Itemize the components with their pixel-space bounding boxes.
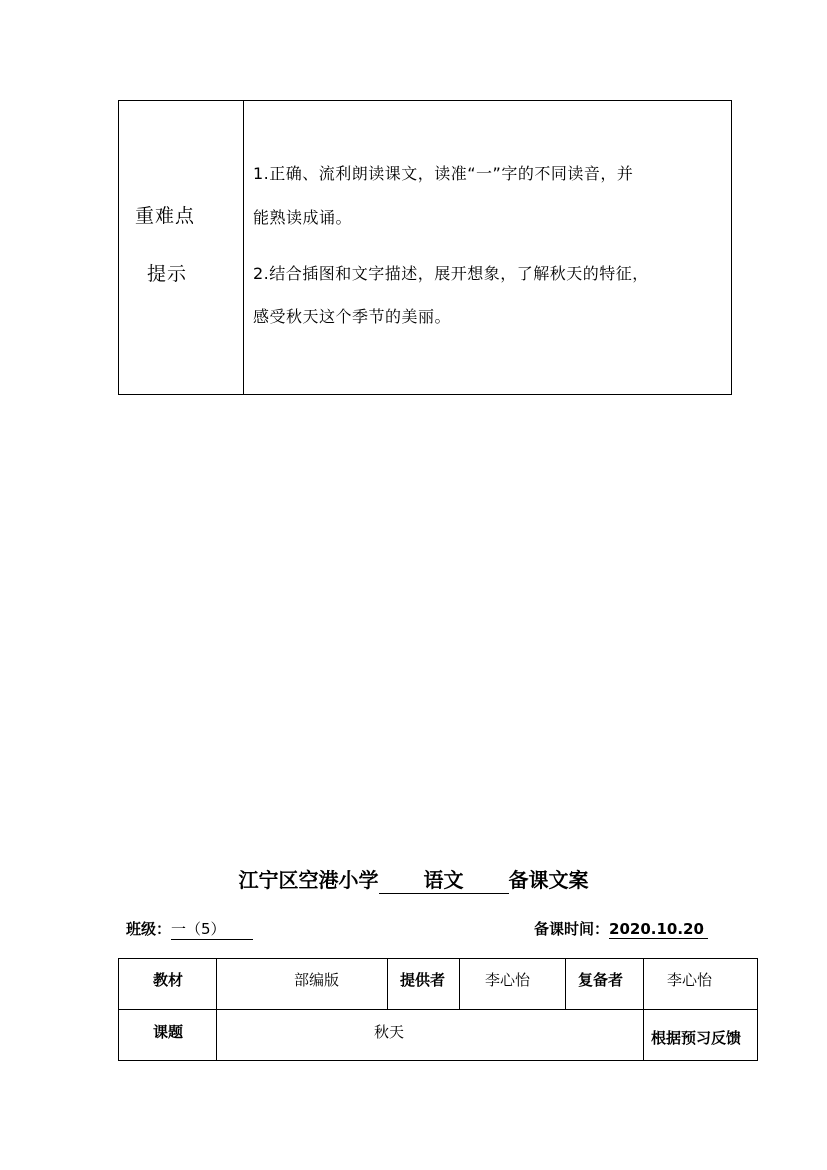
table-col-divider bbox=[216, 959, 217, 1060]
subject-name: 语文 bbox=[379, 864, 509, 894]
textbook-value: 部编版 bbox=[294, 971, 340, 989]
key-point-1-line2: 能熟读成诵。 bbox=[253, 208, 353, 227]
feedback-label: 根据预习反馈 bbox=[651, 1029, 742, 1047]
key-points-table bbox=[118, 100, 732, 395]
reviewer-label: 复备者 bbox=[578, 971, 624, 989]
table-col-divider bbox=[459, 959, 460, 1010]
date-info bbox=[534, 918, 708, 939]
table-col-divider bbox=[387, 959, 388, 1010]
date-value: 2020.10.20 bbox=[609, 920, 708, 939]
key-point-2-line1: 2.结合插图和文字描述，展开想象，了解秋天的特征， bbox=[253, 264, 649, 283]
class-value: 一（5） bbox=[171, 918, 253, 940]
table-col-divider bbox=[565, 959, 566, 1010]
class-label: 班级： bbox=[126, 920, 172, 938]
school-name: 江宁区空港小学 bbox=[238, 868, 379, 892]
date-label: 备课时间： bbox=[534, 920, 610, 938]
lesson-info-table bbox=[118, 958, 758, 1061]
provider-label: 提供者 bbox=[400, 971, 446, 989]
table-divider bbox=[243, 101, 244, 394]
lesson-value: 秋天 bbox=[374, 1023, 405, 1041]
key-points-label-line2: 提示 bbox=[147, 263, 188, 285]
page-title bbox=[0, 864, 827, 894]
key-point-2-line2: 感受秋天这个季节的美丽。 bbox=[253, 307, 452, 326]
table-row-divider bbox=[119, 1009, 757, 1010]
reviewer-value: 李心怡 bbox=[667, 971, 713, 989]
key-points-label-line1: 重难点 bbox=[135, 205, 196, 227]
provider-value: 李心怡 bbox=[485, 971, 531, 989]
lesson-label: 课题 bbox=[153, 1023, 184, 1041]
doc-type: 备课文案 bbox=[508, 868, 589, 892]
key-point-1-line1: 1.正确、流利朗读课文，读准“一”字的不同读音，并 bbox=[253, 164, 634, 183]
table-col-divider bbox=[643, 959, 644, 1060]
textbook-label: 教材 bbox=[153, 971, 184, 989]
class-info bbox=[126, 918, 253, 940]
